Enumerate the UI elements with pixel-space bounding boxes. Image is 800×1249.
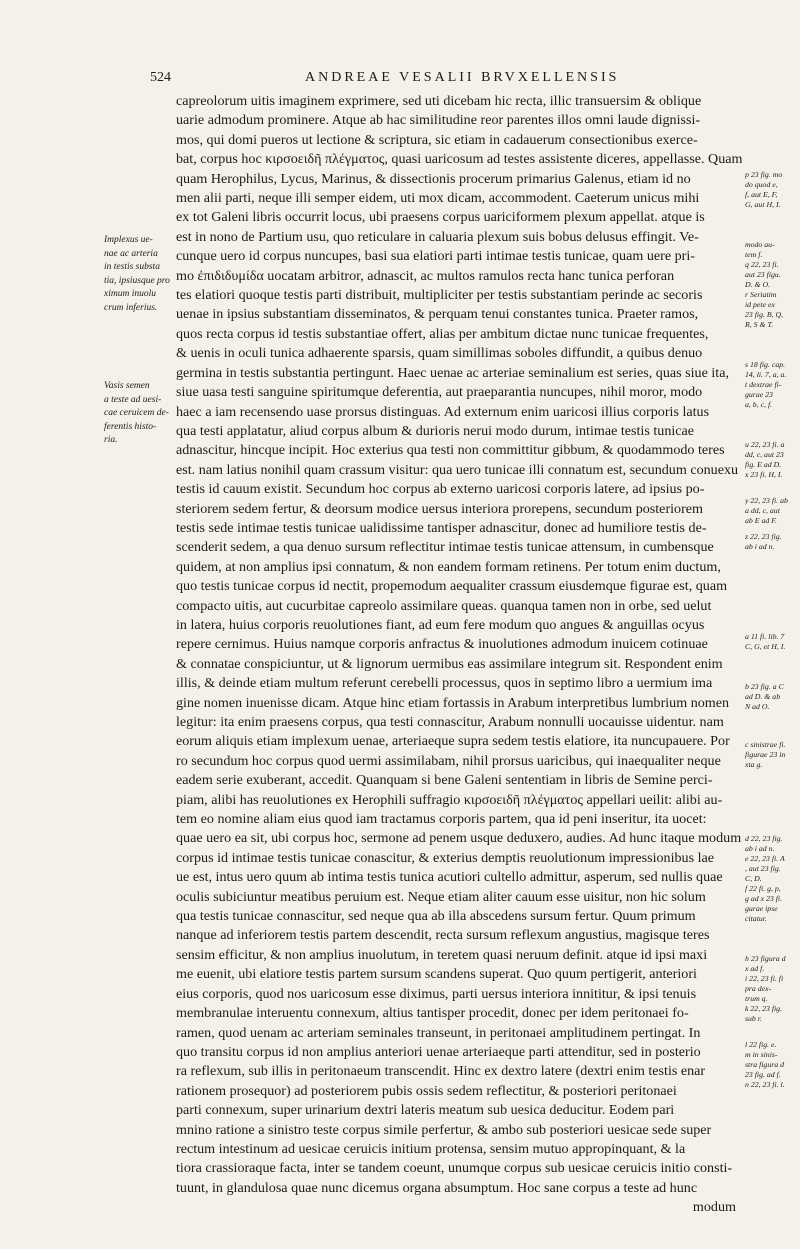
margin-reference-line: s 18 fig. cap. xyxy=(745,360,786,369)
page-number: 524 xyxy=(150,70,171,85)
margin-note-line: in testis substa xyxy=(104,262,160,272)
text-line: est in nono de Partium usu, quo reticulare in caluaria plexum suis bobus delusus effingit. Ve- xyxy=(176,228,699,245)
text-line: haec a iam recensendo uase prorsus distinguas. Ad externum enim uaricosi illius corporis latus xyxy=(176,403,710,420)
text-line: & connatae conspiciuntur, ut & lignorum uermibus eas assimilare integrum sit. Respondent enim xyxy=(176,655,723,672)
margin-reference-line: h 23 figura d xyxy=(745,954,786,963)
text-line: rationem prosequor) ad posteriorem pubis ossis sedem reflectitur, & posteriori peritonaei xyxy=(176,1082,677,1099)
margin-reference-line: n 22, 23 fi. l. xyxy=(745,1080,785,1089)
margin-reference-line: p 23 fig. mo xyxy=(745,170,783,179)
text-line: germina in testis substantia pertingunt. Haec uenae ac arteriae seminalium est series, quas siue ita, xyxy=(176,364,729,381)
text-line: illis, & deinde etiam multum referunt cerebelli processus, quos in septimo libro a uermium ima xyxy=(176,675,713,692)
margin-reference-n6 xyxy=(745,532,797,552)
margin-note-line: a teste ad uesi- xyxy=(104,394,162,405)
text-line: ra reflexum, sub illis in peritonaeum transcendit. Hinc ex dextro latere (dextri enim testis enar xyxy=(176,1063,706,1080)
text-line: quo testis tunicae corpus id nectit, propemodum aequaliter crassum eiusdemque figurae est, quam xyxy=(176,578,728,595)
margin-reference-line: trum q. xyxy=(745,994,768,1003)
text-line: siue uasa testi sanguine spiritumque deferentia, aut praeparantia nuncupes, nihil moror, modo xyxy=(176,384,703,401)
margin-note-line: ximum inuolu xyxy=(104,289,156,299)
text-line: corpus id intimae testis tunicae conascitur, & exterius demptis reuolutionum impressionibus lae xyxy=(176,849,715,866)
text-line: mo ἐπιδιδυμίδα uocatam arbitror, adnascit, ac multos ramulos recta hanc tunica perforan xyxy=(176,267,675,284)
text-line: in latera, huius corporis reuolutiones fiant, ad eum fere modum quo angues & anguillas ocyus xyxy=(176,616,705,633)
text-line: eorum aliquis etiam implexum uenae, arteriaeque supra sedem testis elatiore, ita nuncupauere. Por xyxy=(176,733,730,750)
text-line: rectum intestinum ad uesicae ceruicis initium protensa, sensim mutuo appropinquant, & la xyxy=(176,1140,686,1157)
margin-note-line: ria. xyxy=(104,435,118,445)
text-line: parti connexum, super urinarium dextri lateris meatum sub uesica deducitur. Eodem pari xyxy=(176,1102,675,1119)
margin-reference-line: figurae 23 in xyxy=(745,750,786,759)
text-line: ex tot Galeni libris occurrit locus, ubi praesens corpus uariciformem plexum appellat. atque is xyxy=(176,209,705,226)
margin-reference-line: a dd, c, aut xyxy=(745,506,780,515)
text-line: modum xyxy=(692,1199,736,1216)
margin-reference-line: u 22, 23 fi. a xyxy=(745,440,785,449)
text-line: quo transitu corpus id non amplius anteriori uenae arteriaeque parti attenditur, sed in posterio xyxy=(176,1043,701,1060)
margin-reference-n11 xyxy=(745,954,797,1024)
page-header xyxy=(150,70,650,92)
text-line: quidem, at non amplius ipsi connatum, & non eandem formam retinens. Per totum enim ductum, xyxy=(176,558,721,575)
margin-reference-n9 xyxy=(745,740,797,770)
margin-reference-line: ab E ad F. xyxy=(745,516,777,525)
margin-note-line: cae ceruicem de- xyxy=(104,408,169,418)
margin-reference-line: modo au- xyxy=(745,240,775,249)
margin-reference-n2 xyxy=(745,240,797,330)
margin-note-line: tia, ipsiusque pro xyxy=(104,275,170,286)
text-line: tuunt, in glandulosa quae nunc dicemus organa absumptum. Hoc sane corpus a teste ad hunc xyxy=(176,1179,698,1196)
margin-reference-line: a, b, c, f. xyxy=(745,400,773,409)
text-line: repere cernimus. Huius namque corporis anfractus & inuolutiones admodum inuicem cotinuae xyxy=(176,636,708,653)
margin-reference-line: sub r. xyxy=(745,1014,762,1023)
margin-reference-line: a 11 fi. lib. 7 xyxy=(745,632,785,641)
text-line: adnascitur, hincque incipit. Hoc exterius qua testi non committitur gibbum, & quodammodo teres xyxy=(176,442,725,459)
text-line: bat, corpus hoc κιρσοειδῆ πλέγματος, quasi uaricosum ad testes assistente diceres, appellasse. Quam xyxy=(176,151,742,168)
margin-reference-line: m in sinis- xyxy=(745,1050,778,1059)
margin-reference-line: e 22, 23 fi. A xyxy=(745,854,785,863)
margin-reference-line: gurae 23 xyxy=(745,390,773,399)
text-line: cunque uero id corpus nuncupes, basi sua elatiori parti intimae testis tunicae, quam uere pri- xyxy=(176,248,695,265)
margin-note-line: ferentis histo- xyxy=(104,421,157,432)
margin-reference-line: f, aut E, F, xyxy=(745,190,778,199)
text-line: quae uero ea sit, ubi corpus hoc, sermone ad penem usque deduxero, audies. Ad hunc itaque modum xyxy=(176,830,742,847)
text-line: mos, qui domi pueros ut lectione & scriptura, sic etiam in cadauerum consectionibus exerce- xyxy=(176,131,698,148)
text-line: piam, alibi has reuolutiones ex Herophili suffragio κιρσοειδῆ πλέγματος appellari ueilit: alibi au- xyxy=(176,791,723,808)
margin-reference-line: q 22, 23 fi. xyxy=(745,260,779,269)
margin-reference-line: ad D. & ab xyxy=(745,692,781,701)
text-line: quam Herophilus, Lycus, Marinus, & dissectionis procerum primarius Galenus, etiam id no xyxy=(176,170,691,187)
margin-note-implexus xyxy=(104,234,174,315)
text-line: quos recta corpus id testis substantiae offert, alias per ambitum dictae nunc tunicae frequentes, xyxy=(176,325,709,342)
margin-reference-line: k 22, 23 fig. xyxy=(745,1004,783,1013)
text-line: qua testis tunicae connascitur, sed neque qua ab illa abscedens sursum fertur. Quum primum xyxy=(176,908,696,925)
text-line: capreolorum uitis imaginem exprimere, sed uti dicebam hic recta, illic transuersim & oblique xyxy=(176,93,702,109)
margin-reference-line: D. & O. xyxy=(745,280,771,289)
text-line: ro secundum hoc corpus quod uermi assimilabam, nihil prorsus uaricibus, qui inaequaliter neque xyxy=(176,752,721,769)
margin-reference-line: f 22 fi. g, p, xyxy=(745,884,781,893)
margin-reference-line: gurae ipse xyxy=(745,904,778,913)
margin-reference-line: i 22, 23 fi. fi xyxy=(745,974,784,983)
margin-reference-line: xta g. xyxy=(745,760,763,769)
text-line: testis sede intimae testis tunicae ualidissime tantisper adnascitur, donec ad humiliore testis de- xyxy=(176,519,707,536)
margin-reference-line: G, aut H, I. xyxy=(745,200,781,209)
margin-reference-line: C, G, et H, I. xyxy=(745,642,786,651)
margin-note-line: nae ac arteria xyxy=(104,248,158,259)
margin-reference-line: aut 23 figu. xyxy=(745,270,781,279)
text-line: est. nam latius nonihil quam crassum visitur: qua uero tunicae illi connatum est, secundum conuexu xyxy=(176,461,739,478)
margin-reference-line: , aut 23 fig. xyxy=(745,864,781,873)
text-line: uenae in ipsius substantiam disseminatos, & perquam tenui constantes tunica. Praeter ramos, xyxy=(176,306,699,323)
margin-reference-n12 xyxy=(745,1040,797,1090)
margin-reference-line: C, D. xyxy=(745,874,762,883)
margin-reference-line: N ad O. xyxy=(745,702,770,711)
text-line: scenderit sedem, a qua denuo sursum reflectitur intimae testis tunicae attensum, in cumbensque xyxy=(176,539,714,556)
margin-reference-line: r Seriatim xyxy=(745,290,777,299)
margin-reference-line: l 22 fig. e. xyxy=(745,1040,777,1049)
margin-reference-line: R, S & T. xyxy=(745,320,774,329)
text-line: tes elatiori quoque testis parti distribuit, multipliciter per testis substantiam perinde ac secoris xyxy=(176,287,703,304)
margin-reference-line: citatur. xyxy=(745,914,767,923)
text-line: steriorem sedem fertur, & deorsum modice uersus interiora prorepens, secundum posteriorem xyxy=(176,500,704,517)
margin-reference-line: ab i ad n. xyxy=(745,542,775,551)
margin-reference-line: pra dex- xyxy=(745,984,772,993)
text-line: me euenit, ubi elatiore testis partem sursum scandens superat. Quo quum pertigerit, anteriori xyxy=(176,966,697,983)
text-line: eius corporis, quod nos uaricosum esse diximus, parti uersus interiora innititur, & ipsi tenuis xyxy=(176,985,697,1002)
text-line: qua testi applatatur, aliud corpus album & durioris nerui modo durum, intimae testis tunicae xyxy=(176,422,695,439)
margin-reference-line: 14, li. 7, a, a. xyxy=(745,370,787,379)
text-line: ramen, quod uenam ac arteriam seminales transeunt, in peritonaei amplitudinem pertingat. In xyxy=(176,1024,701,1041)
text-line: sensim efficitur, & non amplius inuolutum, in teretem quasi neruum definit. atque id ipsi maxi xyxy=(176,946,708,963)
text-line: eadem serie exuberant, accedit. Quanquam si bene Galeni sententiam in libris de Semine perci- xyxy=(176,772,713,789)
margin-reference-line: do quod e, xyxy=(745,180,778,189)
margin-reference-line: y 22, 23 fi. ab xyxy=(745,496,788,505)
text-line: mnino ratione a sinistro teste corpus simile perfertur, & ambo sub posteriori uesicae sede super xyxy=(176,1121,712,1138)
text-line: oculis subiciuntur meatibus peruium est. Neque etiam aliter cauum esse uisitur, non hic solum xyxy=(176,888,706,905)
main-text-column xyxy=(176,92,742,1218)
text-line: tem eo nomine aliam eius quod iam tractamus corporis partem, qua id peni inseritur, ita uocet: xyxy=(176,811,707,828)
margin-reference-line: b 23 fig. a C xyxy=(745,682,784,691)
margin-note-line: Vasis semen xyxy=(104,381,150,391)
text-line: men alii parti, neque illi semper eidem, uti mox dicam, accommodent. Caeterum unicus mihi xyxy=(176,190,700,207)
margin-reference-n8 xyxy=(745,682,797,712)
text-line: & uenis in oculi tunica adhaerente sparsis, quam simillimas soboles diffundit, a quibus denuo xyxy=(176,345,703,362)
text-line: testis id cauum existit. Secundum hoc corpus ab externo uaricosi corporis latere, ad ipsius po- xyxy=(176,481,705,498)
text-line: gine nomen inuenisse dicam. Atque hinc etiam fortassis in Arabum interpretibus lumbrium nomen xyxy=(176,694,730,711)
margin-reference-line: d 22, 23 fig. xyxy=(745,834,783,843)
margin-note-vasis xyxy=(104,380,174,448)
margin-reference-n7 xyxy=(745,632,797,652)
margin-reference-line: x ad f. xyxy=(745,964,765,973)
text-line: legitur: ita enim praesens corpus, qua testi connascitur, Arabum nonnulli uocauisse uidentur. nam xyxy=(176,714,724,730)
margin-reference-line: fig. E ad D. xyxy=(745,460,782,469)
margin-reference-line: c sinistrae fi. xyxy=(745,740,786,749)
margin-note-line: crum inferius. xyxy=(104,302,158,313)
margin-reference-line: tem f. xyxy=(745,250,763,259)
margin-reference-line: dd, c, aut 23 xyxy=(745,450,784,459)
text-line: ue est, intus uero quum ab intima testis tunica acutiori cultello admittur, asperum, sed nullis quae xyxy=(176,869,723,886)
margin-reference-n10 xyxy=(745,834,797,924)
margin-reference-n4 xyxy=(745,440,797,480)
text-line: membranulae interuentu connexum, altius tantisper procedit, donec per idem peritonaei fo- xyxy=(176,1005,689,1022)
margin-reference-line: ab i ad n. xyxy=(745,844,775,853)
margin-reference-line: z 22, 23 fig. xyxy=(745,532,782,541)
margin-reference-n3 xyxy=(745,360,797,410)
margin-reference-line: x 23 fi. H, I. xyxy=(745,470,783,479)
margin-reference-n1 xyxy=(745,170,797,210)
margin-note-line: Implexus ue- xyxy=(104,235,153,245)
text-line: tiora crassioraque facta, inter se tandem coeunt, unumque corpus sub uesicae ceruicis initio consti- xyxy=(176,1160,733,1177)
margin-reference-line: stra figura d xyxy=(745,1060,784,1069)
margin-reference-line: 23 fig. B, Q, xyxy=(745,310,784,319)
text-line: compacto uitis, aut cucurbitae capreolo assimilare queas. quanqua tamen non in orbe, sed uelut xyxy=(176,597,712,614)
text-line: nanque ad inferiorem testis partem descendit, recta sursum reflexum angustius, magisque teres xyxy=(176,927,710,944)
margin-reference-line: g ad x 23 fi. xyxy=(745,894,783,903)
margin-reference-line: id pete ex xyxy=(745,300,775,309)
running-title: ANDREAE VESALII BRVXELLENSIS xyxy=(305,70,620,85)
margin-reference-line: 23 fig. ad f. xyxy=(745,1070,781,1079)
margin-reference-line: t dextrae fi- xyxy=(745,380,782,389)
text-line: uarie admodum prominere. Atque ab hac similitudine reor parentes illos omni laude dignissi- xyxy=(176,112,701,129)
margin-reference-n5 xyxy=(745,496,797,526)
